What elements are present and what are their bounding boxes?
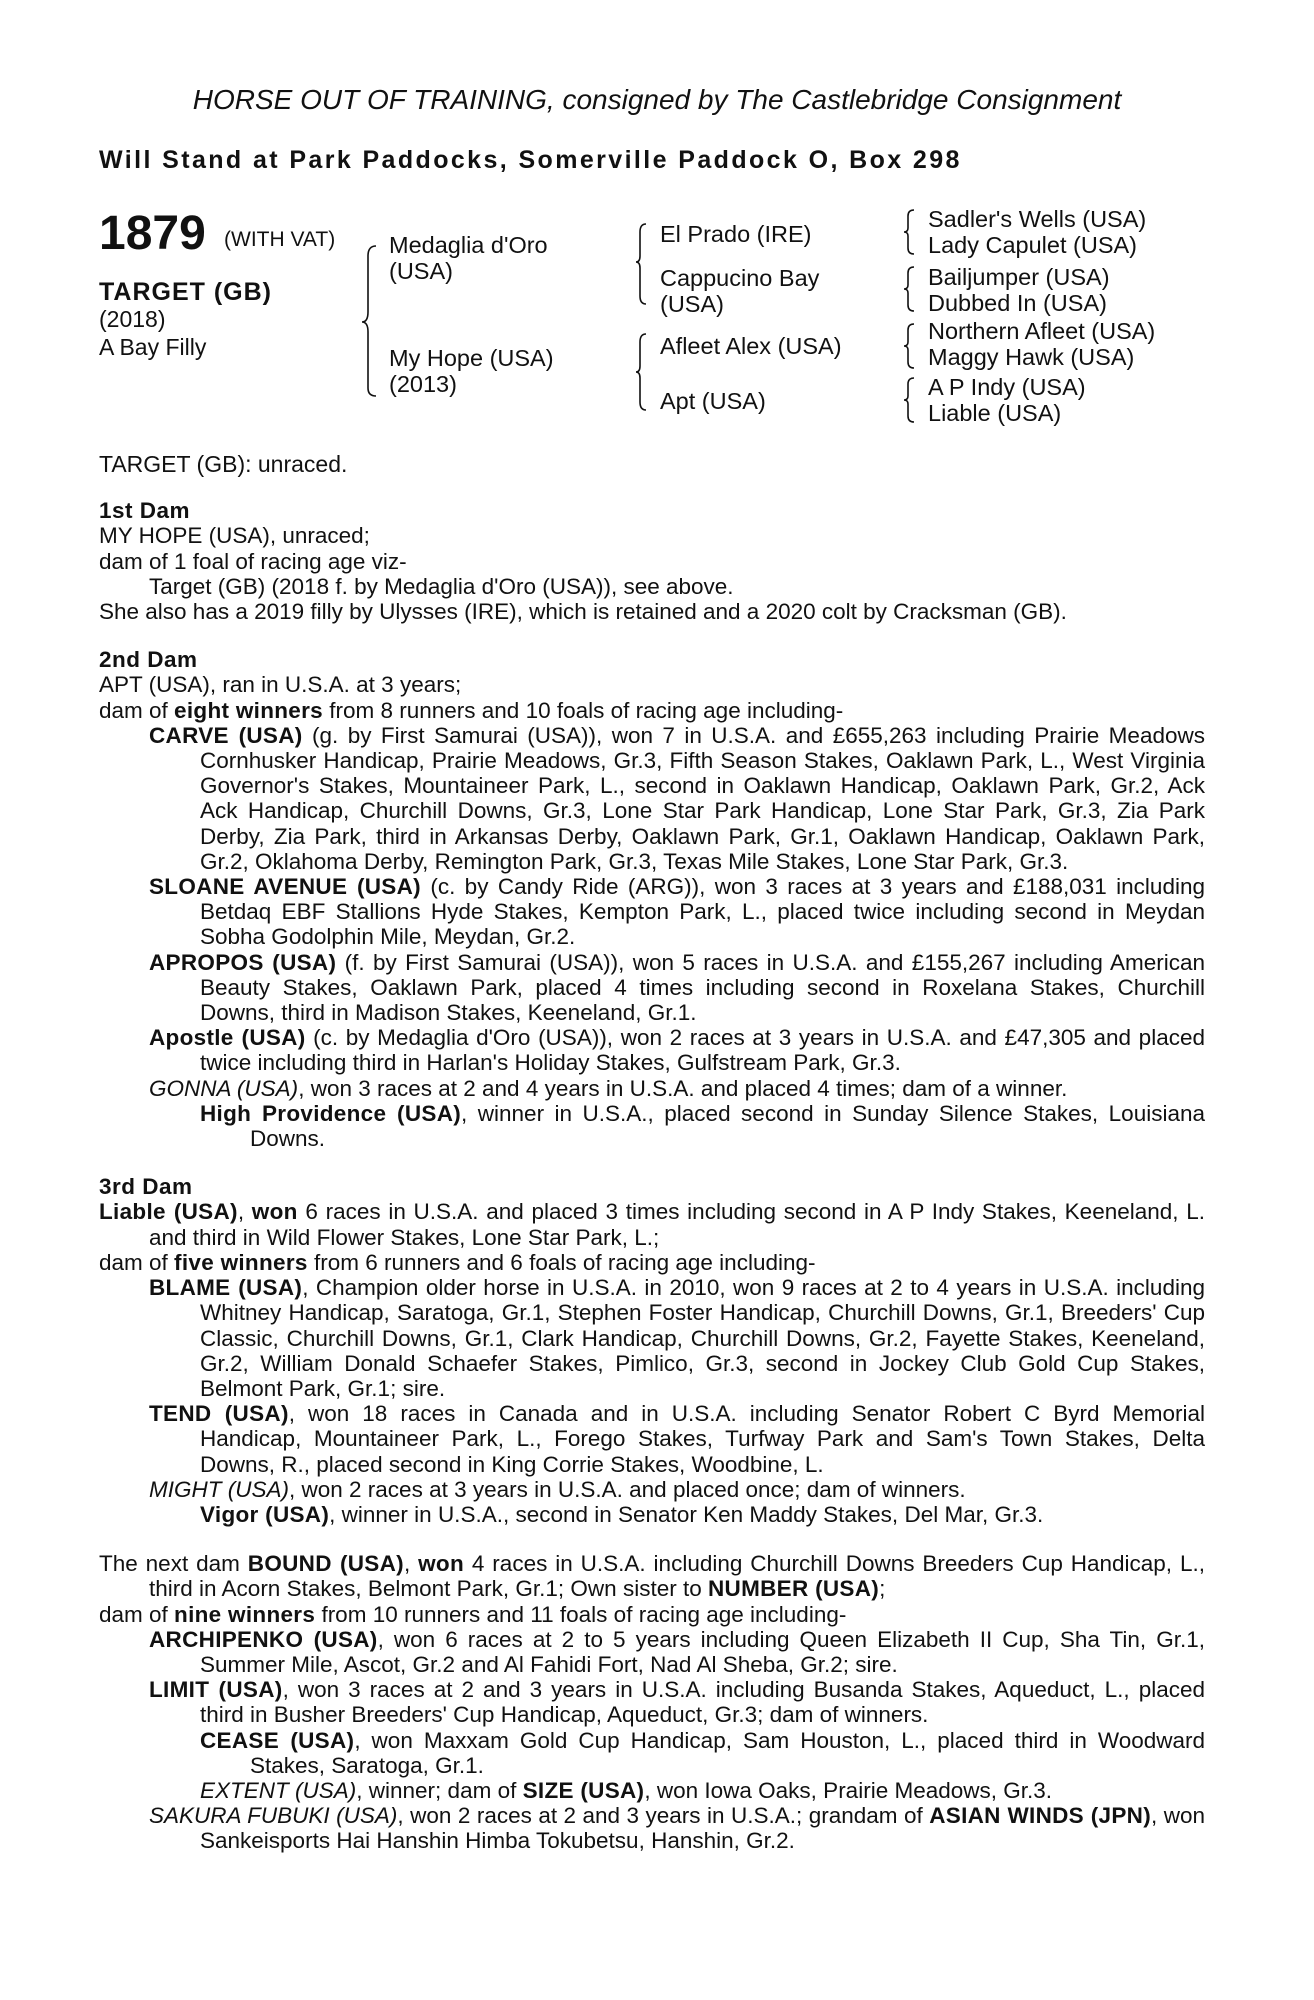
pedigree-gen4: Lady Capulet (USA): [928, 232, 1137, 258]
progeny-entry: SAKURA FUBUKI (USA), won 2 races at 2 and 3 years in U.S.A.; grandam of ASIAN WINDS (JPN), won Sankeisports Hai Hanshin Himba Tokubetsu, Hanshin, Gr.2.: [149, 1803, 1206, 1854]
pedigree-bracket-g4-4: [902, 374, 918, 426]
pedigree-bracket-sire: [634, 220, 650, 310]
first-dam-heading: 1st Dam: [99, 498, 191, 524]
progeny-entry: SLOANE AVENUE (USA) (c. by Candy Ride (ARG)), won 3 races at 3 years and £188,031 including Betdaq EBF Stallions Hyde Stakes, Kempton Park, L., placed twice including second in Meydan Sobha Godolphin Mile, Meydan, Gr.2.: [149, 874, 1205, 950]
progeny-entry: ARCHIPENKO (USA), won 6 races at 2 to 5 years including Queen Elizabeth II Cup, Sha Tin, Gr.1, Summer Mile, Ascot, Gr.2 and Al Fahidi Fort, Nad Al Sheba, Gr.2; sire.: [149, 1626, 1205, 1677]
pedigree-gen4: Liable (USA): [928, 400, 1062, 426]
stand-location: Will Stand at Park Paddocks, Somerville Paddock O, Box 298: [99, 146, 962, 174]
horse-description: A Bay Filly: [99, 334, 207, 360]
pedigree-bracket-g4-3: [902, 320, 918, 372]
progeny-entry: EXTENT (USA), winner; dam of SIZE (USA), won Iowa Oaks, Prairie Meadows, Gr.3.: [200, 1777, 1053, 1803]
pedigree-sire-sire: El Prado (IRE): [660, 221, 812, 247]
second-dam-line: APT (USA), ran in U.S.A. at 3 years;: [99, 672, 462, 698]
pedigree-dam: My Hope (USA) (2013): [389, 345, 554, 397]
vat-note: (WITH VAT): [224, 228, 336, 251]
progeny-entry: Apostle (USA) (c. by Medaglia d'Oro (USA)), won 2 races at 3 years in U.S.A. and £47,305 and placed twice including third in Harlan's Holiday Stakes, Gulfstream Park, Gr.3.: [149, 1025, 1205, 1076]
progeny-entry: APROPOS (USA) (f. by First Samurai (USA)), won 5 races in U.S.A. and £155,267 including American Beauty Stakes, Oaklawn Park, placed 4 times including second in Roxelana Stakes, Churchill Downs, third in Madison Stakes, Keeneland, Gr.1.: [149, 949, 1205, 1026]
next-dam-line: The next dam BOUND (USA), won 4 races in U.S.A. including Churchill Downs Breeders Cup Handicap, L., third in Acorn Stakes, Belmont Park, Gr.1; Own sister to NUMBER (USA);: [99, 1551, 1205, 1602]
lot-number: 1879: [99, 207, 206, 260]
pedigree-gen4: Dubbed In (USA): [928, 290, 1107, 316]
third-dam-line: Liable (USA), won 6 races in U.S.A. and placed 3 times including second in A P Indy Stakes, Keeneland, L. and third in Wild Flower Stakes, Lone Star Park, L.;: [99, 1199, 1205, 1250]
progeny-entry: CEASE (USA), won Maxxam Gold Cup Handicap, Sam Houston, L., placed third in Woodward Stakes, Saratoga, Gr.1.: [200, 1727, 1205, 1778]
horse-name: TARGET (GB): [99, 278, 273, 306]
catalogue-body: [99, 452, 1205, 1854]
pedigree-sire-dam: Cappucino Bay (USA): [660, 265, 820, 317]
progeny-entry: GONNA (USA), won 3 races at 2 and 4 years in U.S.A. and placed 4 times; dam of a winner.: [149, 1075, 1068, 1101]
race-record: TARGET (GB): unraced.: [99, 451, 348, 477]
pedigree-gen4: Maggy Hawk (USA): [928, 344, 1135, 370]
pedigree-gen4: Sadler's Wells (USA): [928, 206, 1147, 232]
pedigree-bracket-g4-2: [902, 263, 918, 315]
pedigree-gen4: Bailjumper (USA): [928, 264, 1110, 290]
next-dam-summary: dam of nine winners from 10 runners and 11 foals of racing age including-: [99, 1601, 847, 1627]
pedigree-sire: Medaglia d'Oro (USA): [389, 232, 548, 284]
pedigree-bracket-g4-1: [902, 206, 918, 258]
second-dam-summary: dam of eight winners from 8 runners and 10 foals of racing age including-: [99, 697, 844, 723]
progeny-entry: TEND (USA), won 18 races in Canada and in U.S.A. including Senator Robert C Byrd Memorial Handicap, Mountaineer Park, L., Forego Stakes, Turfway Park and Sam's Town Stakes, Delta Downs, R., placed second in King Corrie Stakes, Woodbine, L.: [149, 1401, 1205, 1477]
first-dam-line: MY HOPE (USA), unraced;: [99, 523, 370, 549]
first-dam-line: dam of 1 foal of racing age viz-: [99, 548, 407, 574]
progeny-entry: Vigor (USA), winner in U.S.A., second in Senator Ken Maddy Stakes, Del Mar, Gr.3.: [200, 1501, 1044, 1527]
pedigree-bracket-dam: [634, 330, 650, 416]
second-dam-heading: 2nd Dam: [99, 647, 198, 673]
first-dam-progeny: Target (GB) (2018 f. by Medaglia d'Oro (USA)), see above.: [149, 573, 734, 599]
consignor-line: HORSE OUT OF TRAINING, consigned by The Castlebridge Consignment: [192, 84, 1122, 115]
progeny-entry: BLAME (USA), Champion older horse in U.S.A. in 2010, won 9 races at 2 to 4 years in U.S.A. including Whitney Handicap, Saratoga, Gr.1, Stephen Foster Handicap, Churchill Downs, Gr.1, Breeders' Cup Classic, Churchill Downs, Gr.1, Clark Handicap, Churchill Downs, Gr.2, Fayette Stakes, Keeneland, Gr.2, William Donald Schaefer Stakes, Pimlico, Gr.3, second in Jockey Club Gold Cup Stakes, Belmont Park, Gr.1; sire.: [149, 1275, 1205, 1401]
pedigree-gen4: Northern Afleet (USA): [928, 318, 1156, 344]
progeny-entry: High Providence (USA), winner in U.S.A., placed second in Sunday Silence Stakes, Louisiana Downs.: [200, 1100, 1205, 1152]
pedigree-bracket-gen1: [360, 240, 382, 400]
first-dam-note: She also has a 2019 filly by Ulysses (IRE), which is retained and a 2020 colt by Cracksman (GB).: [99, 599, 1067, 625]
pedigree-gen4: A P Indy (USA): [928, 374, 1086, 400]
third-dam-heading: 3rd Dam: [99, 1174, 193, 1200]
third-dam-summary: dam of five winners from 6 runners and 6 foals of racing age including-: [99, 1249, 816, 1275]
pedigree-dam-dam: Apt (USA): [660, 388, 766, 414]
progeny-entry: CARVE (USA) (g. by First Samurai (USA)), won 7 in U.S.A. and £655,263 including Prairie Meadows Cornhusker Handicap, Prairie Meadows, Gr.3, Fifth Season Stakes, Oaklawn Park, L., West Virginia Governor's Stakes, Mountaineer Park, L., second in Oaklawn Handicap, Oaklawn Park, Gr.2, Ack Ack Handicap, Churchill Downs, Gr.3, Lone Star Park Handicap, Lone Star Park, Gr.3, Zia Park Derby, Zia Park, third in Arkansas Derby, Oaklawn Park, Gr.1, Oaklawn Handicap, Oaklawn Park, Gr.2, Oklahoma Derby, Remington Park, Gr.3, Texas Mile Stakes, Lone Star Park, Gr.3.: [149, 722, 1205, 874]
foaling-year: (2018): [99, 306, 166, 332]
progeny-entry: MIGHT (USA), won 2 races at 3 years in U.S.A. and placed once; dam of winners.: [149, 1476, 966, 1502]
progeny-entry: LIMIT (USA), won 3 races at 2 and 3 years in U.S.A. including Busanda Stakes, Aqueduct, L., placed third in Busher Breeders' Cup Handicap, Aqueduct, Gr.3; dam of winners.: [149, 1677, 1205, 1728]
pedigree-dam-sire: Afleet Alex (USA): [660, 333, 842, 359]
